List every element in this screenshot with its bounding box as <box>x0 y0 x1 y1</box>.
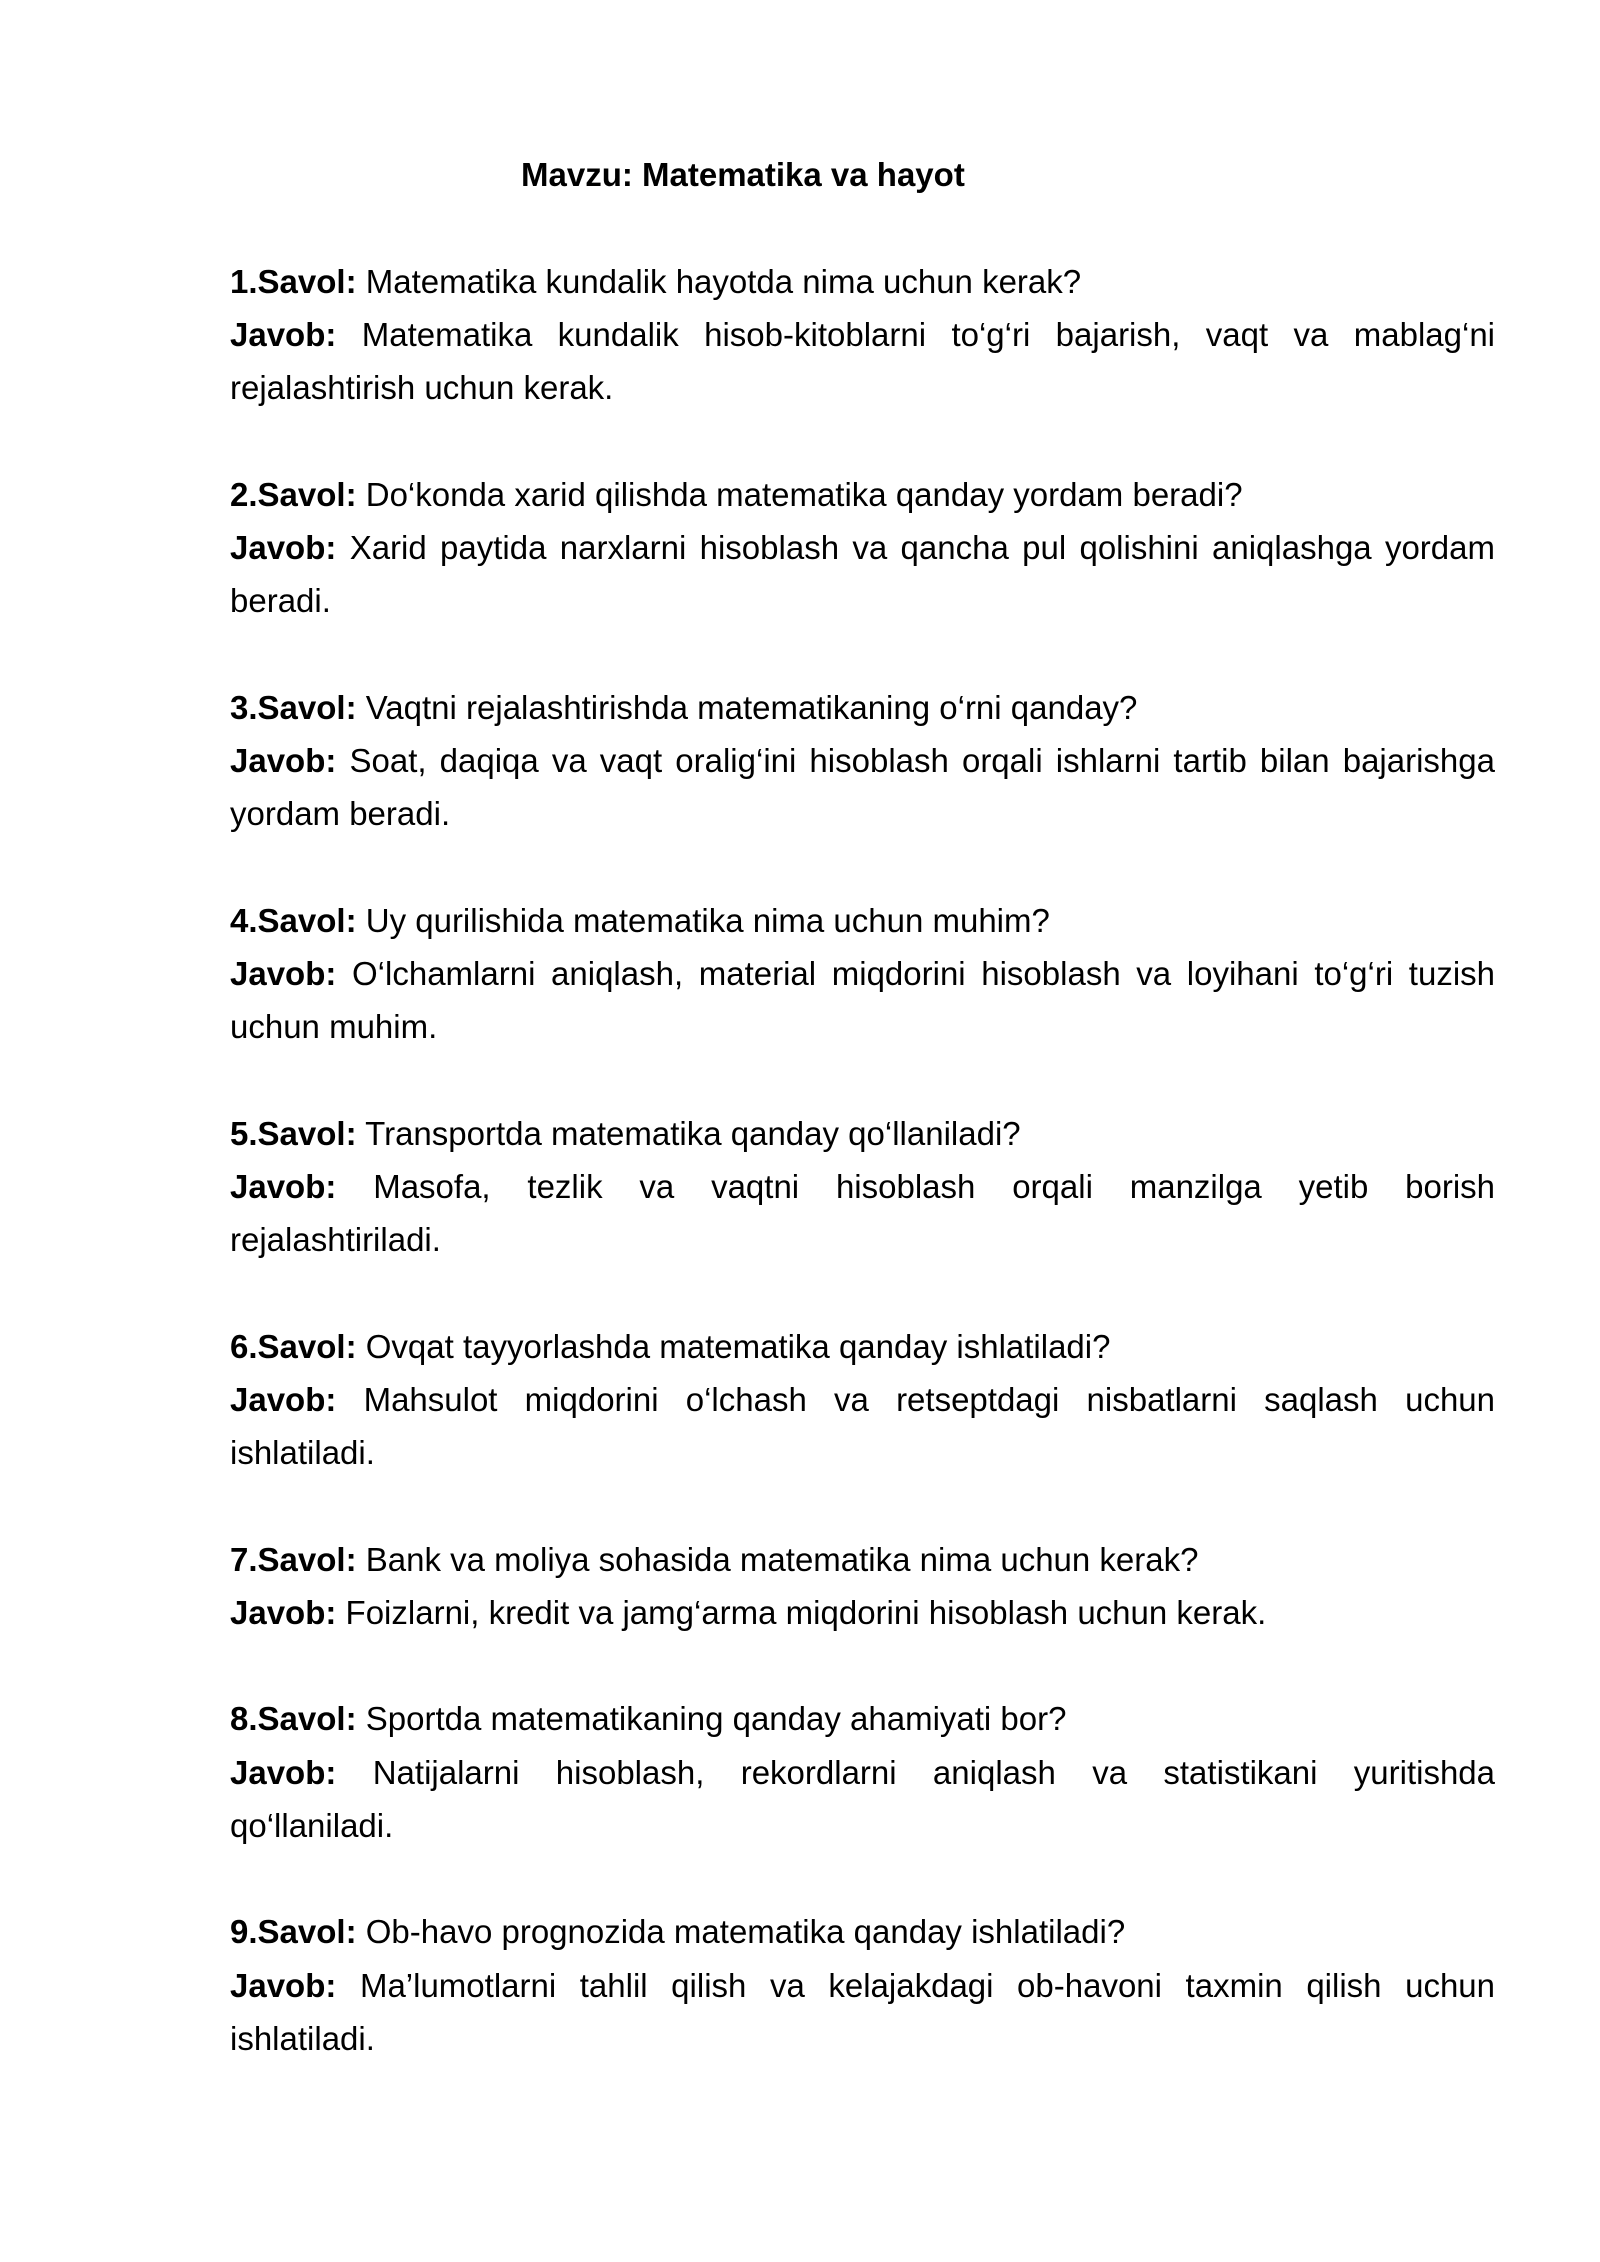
answer-line <box>230 1799 1495 1852</box>
answer-line <box>230 1426 1495 1479</box>
answer-text: Mahsulot miqdorini o‘lchash va retseptdagi nisbatlarni saqlash uchun <box>363 1380 1495 1418</box>
question-text: Do‘konda xarid qilishda matematika qanday yordam beradi? <box>365 475 1243 513</box>
qa-item-4 <box>230 894 1495 1054</box>
qa-item-8 <box>230 1692 1495 1852</box>
answer-text: Foizlarni, kredit va jamg‘arma miqdorini hisoblash uchun kerak. <box>345 1593 1267 1631</box>
question-label: 5.Savol: <box>230 1114 357 1152</box>
answer-text: Masofa, tezlik va vaqtni hisoblash orqali manzilga yetib borish <box>373 1167 1496 1205</box>
answer-line <box>230 1959 1495 2012</box>
question-line <box>230 1320 1495 1373</box>
answer-text: uchun muhim. <box>230 1008 438 1045</box>
question-label: 7.Savol: <box>230 1540 357 1578</box>
answer-text: ishlatiladi. <box>230 1434 375 1471</box>
answer-line <box>230 734 1495 787</box>
question-line <box>230 1905 1495 1958</box>
question-line <box>230 468 1495 521</box>
qa-item-1 <box>230 255 1495 415</box>
answer-text: yordam beradi. <box>230 795 451 832</box>
qa-item-7 <box>230 1533 1495 1640</box>
document-body <box>230 148 1495 2065</box>
question-label: 6.Savol: <box>230 1327 357 1365</box>
answer-line <box>230 521 1495 574</box>
answer-text: Matematika kundalik hisob-kitoblarni to‘g‘ri bajarish, vaqt va mablag‘ni <box>361 315 1495 353</box>
answer-text: O‘lchamlarni aniqlash, material miqdorini hisoblash va loyihani to‘g‘ri tuzish <box>352 954 1496 992</box>
answer-label: Javob: <box>230 528 337 566</box>
question-line <box>230 681 1495 734</box>
answer-label: Javob: <box>230 1966 337 2004</box>
question-label: 9.Savol: <box>230 1913 357 1951</box>
answer-text: Natijalarni hisoblash, rekordlarni aniqlash va statistikani yuritishda <box>372 1753 1496 1791</box>
answer-label: Javob: <box>230 741 337 779</box>
question-text: Matematika kundalik hayotda nima uchun kerak? <box>365 262 1082 300</box>
question-text: Transportda matematika qanday qo‘llaniladi? <box>365 1114 1021 1152</box>
answer-text: rejalashtirish uchun kerak. <box>230 369 614 406</box>
answer-text: Soat, daqiqa va vaqt oralig‘ini hisoblash orqali ishlarni tartib bilan bajarishga <box>349 741 1495 779</box>
question-text: Sportda matematikaning qanday ahamiyati bor? <box>365 1700 1067 1738</box>
answer-label: Javob: <box>230 1167 337 1205</box>
answer-line <box>230 1213 1495 1266</box>
question-text: Uy qurilishida matematika nima uchun muhim? <box>365 901 1050 939</box>
question-line <box>230 894 1495 947</box>
answer-label: Javob: <box>230 1753 337 1791</box>
question-label: 8.Savol: <box>230 1700 357 1738</box>
answer-text: Ma’lumotlarni tahlil qilish va kelajakdagi ob-havoni taxmin qilish uchun <box>359 1966 1496 2004</box>
document-title: Mavzu: Matematika va hayot <box>521 156 965 193</box>
answer-text: rejalashtiriladi. <box>230 1221 441 1258</box>
answer-text: ishlatiladi. <box>230 2019 375 2057</box>
question-text: Bank va moliya sohasida matematika nima uchun kerak? <box>365 1540 1199 1578</box>
answer-label: Javob: <box>230 954 337 992</box>
question-label: 3.Savol: <box>230 688 357 726</box>
question-line <box>230 1533 1495 1586</box>
question-text: Ovqat tayyorlashda matematika qanday ishlatiladi? <box>365 1327 1111 1365</box>
answer-line <box>230 1000 1495 1053</box>
answer-text: beradi. <box>230 582 331 619</box>
answer-line <box>230 361 1495 414</box>
question-label: 2.Savol: <box>230 475 357 513</box>
question-text: Ob-havo prognozida matematika qanday ishlatiladi? <box>365 1913 1126 1951</box>
question-line <box>230 255 1495 308</box>
answer-line <box>230 947 1495 1000</box>
question-label: 1.Savol: <box>230 262 357 300</box>
answer-label: Javob: <box>230 315 337 353</box>
answer-text: Xarid paytida narxlarni hisoblash va qancha pul qolishini aniqlashga yordam <box>349 528 1495 566</box>
answer-line <box>230 308 1495 361</box>
answer-line <box>230 574 1495 627</box>
qa-item-9 <box>230 1905 1495 2065</box>
question-line <box>230 1107 1495 1160</box>
answer-line <box>230 1586 1495 1639</box>
question-text: Vaqtni rejalashtirishda matematikaning o‘rni qanday? <box>365 688 1138 726</box>
answer-label: Javob: <box>230 1380 337 1418</box>
answer-line <box>230 1160 1495 1213</box>
answer-line <box>230 2012 1495 2065</box>
answer-line <box>230 1373 1495 1426</box>
qa-item-6 <box>230 1320 1495 1480</box>
answer-line <box>230 787 1495 840</box>
answer-text: qo‘llaniladi. <box>230 1806 394 1844</box>
answer-label: Javob: <box>230 1593 337 1631</box>
question-label: 4.Savol: <box>230 901 357 939</box>
qa-item-2 <box>230 468 1495 628</box>
qa-item-3 <box>230 681 1495 841</box>
qa-item-5 <box>230 1107 1495 1267</box>
question-line <box>230 1692 1495 1745</box>
answer-line <box>230 1746 1495 1799</box>
